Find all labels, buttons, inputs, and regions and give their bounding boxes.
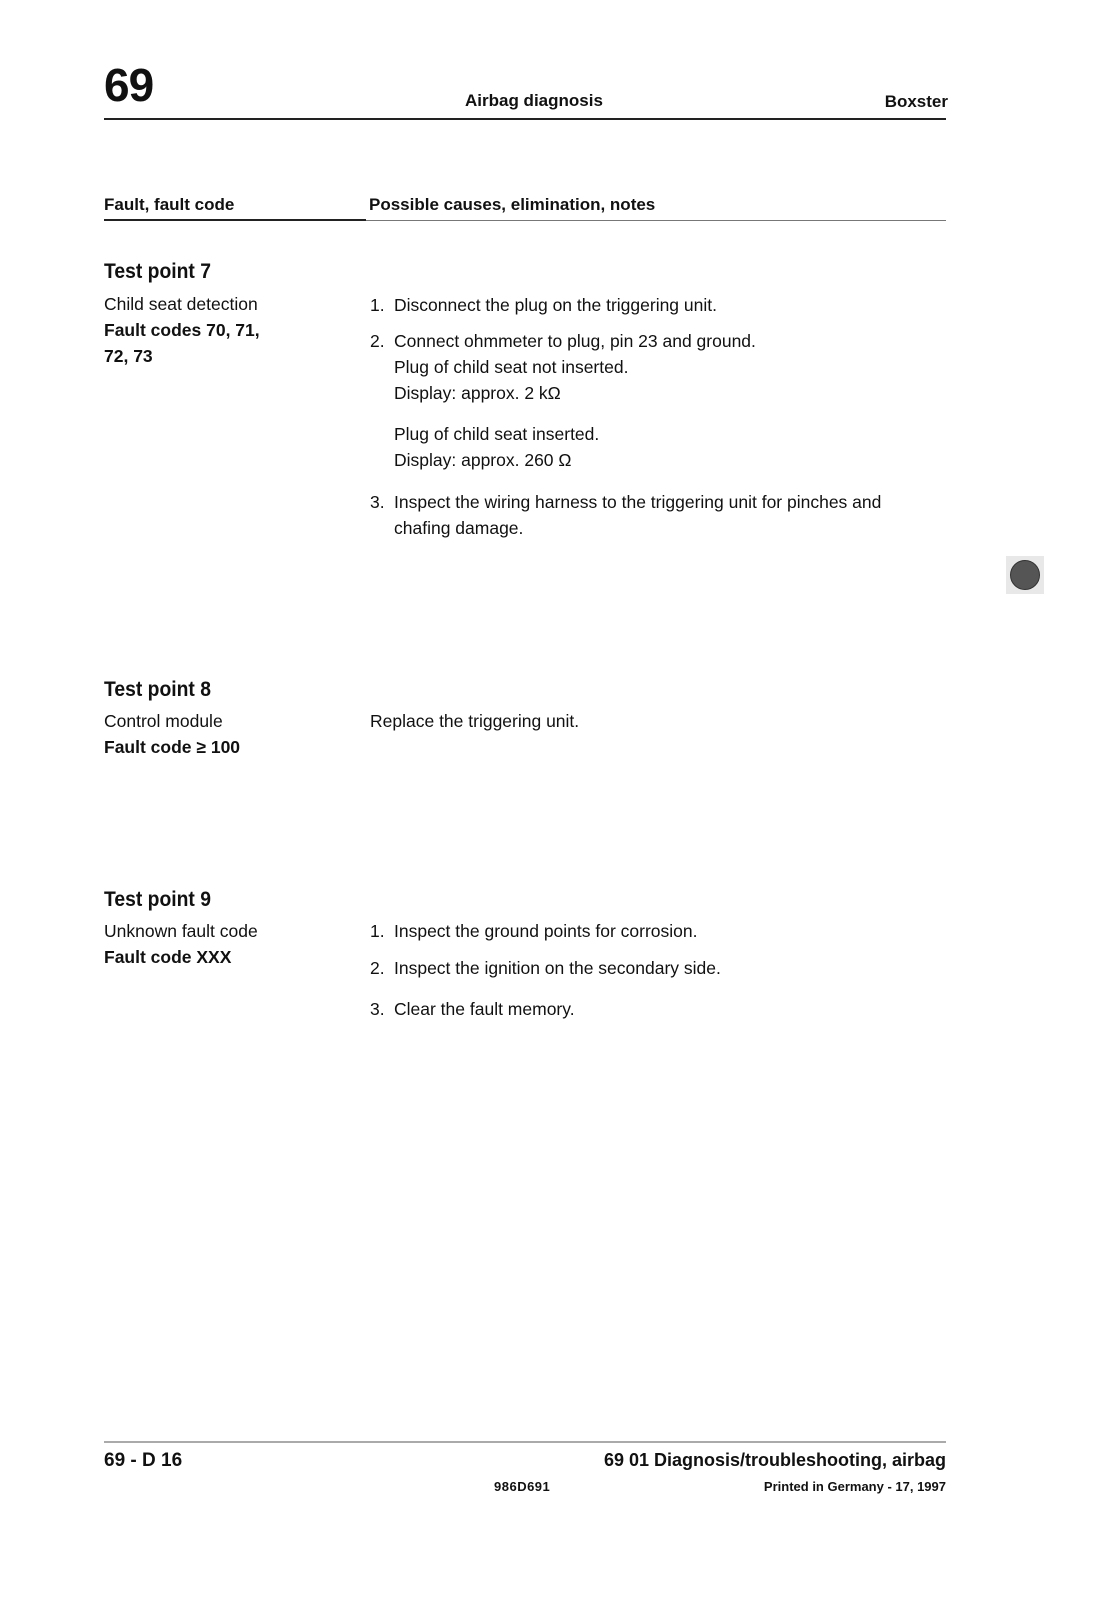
fault-codes-cont: 72, 73 <box>104 346 153 366</box>
step-item <box>370 918 930 944</box>
step-number: 1. <box>370 295 385 315</box>
column-heading-causes: Possible causes, elimination, notes <box>369 195 656 214</box>
step-item <box>370 955 930 981</box>
note-line: Plug of child seat not inserted. <box>394 357 629 377</box>
bullet-icon <box>1010 560 1040 590</box>
fault-codes: Fault codes 70, 71, <box>104 320 260 340</box>
test-point-7-fault <box>104 291 344 369</box>
step-item <box>370 328 930 354</box>
step-item <box>370 292 930 318</box>
footer-rule <box>104 1441 946 1443</box>
column-rule-accent <box>104 219 366 221</box>
test-point-8-fault <box>104 708 344 760</box>
note-line: Display: approx. 260 Ω <box>394 450 572 470</box>
step-text: Inspect the ignition on the secondary side. <box>394 958 721 978</box>
step-text: Inspect the ground points for corrosion. <box>394 921 698 941</box>
step-text: Clear the fault memory. <box>394 999 575 1019</box>
action-text: Replace the triggering unit. <box>370 711 580 731</box>
header-title: Airbag diagnosis <box>465 91 603 110</box>
chapter-number: 69 <box>104 59 154 111</box>
step-number: 2. <box>370 331 385 351</box>
step-text: Connect ohmmeter to plug, pin 23 and ground. <box>394 331 756 351</box>
document-id: 986D691 <box>494 1479 551 1494</box>
fault-description: Unknown fault code <box>104 921 258 941</box>
note-line: Display: approx. 2 kΩ <box>394 383 561 403</box>
step-text: Inspect the wiring harness to the triggering unit for pinches and chafing damage. <box>394 492 882 538</box>
test-point-9-fault <box>104 918 344 970</box>
step-number: 3. <box>370 999 385 1019</box>
margin-marker <box>1006 556 1044 594</box>
note-line: Plug of child seat inserted. <box>394 424 600 444</box>
step-item <box>370 489 900 541</box>
test-point-8-title: Test point 8 <box>104 678 211 701</box>
header-rule <box>104 118 946 120</box>
step-text: Disconnect the plug on the triggering unit. <box>394 295 717 315</box>
header-model: Boxster <box>884 92 948 111</box>
step-item <box>370 996 930 1022</box>
print-info: Printed in Germany - 17, 1997 <box>763 1479 946 1494</box>
step-number: 3. <box>370 492 385 512</box>
column-heading-fault: Fault, fault code <box>104 195 235 214</box>
step-number: 2. <box>370 958 385 978</box>
test-point-9-title: Test point 9 <box>104 888 211 911</box>
test-point-7-title: Test point 7 <box>104 260 211 283</box>
fault-codes: Fault code XXX <box>104 947 232 967</box>
step-number: 1. <box>370 921 385 941</box>
fault-description: Control module <box>104 711 223 731</box>
fault-codes: Fault code ≥ 100 <box>104 737 241 757</box>
fault-description: Child seat detection <box>104 294 258 314</box>
footer-section: 69 01 Diagnosis/troubleshooting, airbag <box>603 1450 946 1470</box>
page-number: 69 - D 16 <box>104 1450 183 1471</box>
